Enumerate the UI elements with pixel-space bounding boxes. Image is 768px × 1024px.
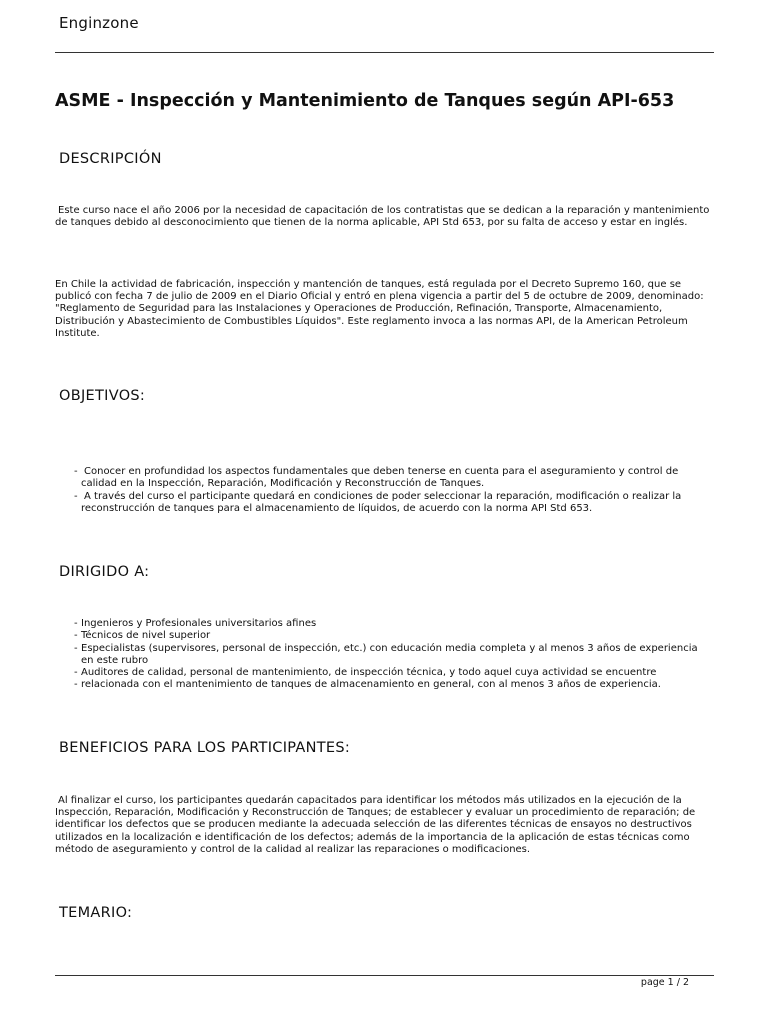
- list-item: - Ingenieros y Profesionales universitarios afines: [74, 618, 704, 630]
- list-item: - Conocer en profundidad los aspectos fundamentales que deben tenerse en cuenta para el aseguramiento y control de calidad en la Inspección, Reparación, Modificación y Reconstrucción de Tanques.: [74, 466, 714, 491]
- document-title: ASME - Inspección y Mantenimiento de Tanques según API-653: [55, 91, 675, 111]
- footer-divider: [55, 975, 714, 976]
- section-heading-dirigido: DIRIGIDO A:: [59, 564, 150, 580]
- site-brand: Enginzone: [59, 14, 139, 32]
- objetivos-list: [74, 466, 714, 515]
- page-number: page 1 / 2: [640, 977, 689, 988]
- dirigido-list: [74, 618, 704, 692]
- list-item: - Técnicos de nivel superior: [74, 630, 704, 642]
- beneficios-paragraph: Al finalizar el curso, los participantes quedarán capacitados para identificar los métodos más utilizados en la ejecución de la Inspección, Reparación, Modificación y Reconstrucción de Tanques; de establecer y evaluar un procedimiento de reparación; de identificar los defectos que se producen mediante la adecuada selección de las diferentes técnicas de ensayos no destructivos utilizados en la localización e identificación de los defectos; además de la importancia de la aplicación de estas técnicas como método de aseguramiento y control de la calidad al realizar las reparaciones o modificaciones.: [55, 795, 696, 855]
- list-item: - relacionada con el mantenimiento de tanques de almacenamiento en general, con al menos 3 años de experiencia.: [74, 679, 704, 691]
- list-item: - Auditores de calidad, personal de mantenimiento, de inspección técnica, y todo aquel cuya actividad se encuentre: [74, 667, 704, 679]
- section-heading-temario: TEMARIO:: [59, 905, 133, 921]
- section-heading-descripcion: DESCRIPCIÓN: [59, 151, 162, 167]
- list-item: - Especialistas (supervisores, personal de inspección, etc.) con educación media completa y al menos 3 años de experiencia en este rubro: [74, 643, 704, 668]
- section-heading-objetivos: OBJETIVOS:: [59, 388, 146, 404]
- descripcion-paragraph-2: En Chile la actividad de fabricación, inspección y mantención de tanques, está regulada por el Decreto Supremo 160, que se publicó con fecha 7 de julio de 2009 en el Diario Oficial y entró en plena vigencia a partir del 5 de octubre de 2009, denominado: "Reglamento de Seguridad para las Instalaciones y Operaciones de Producción, Refinación, Transporte, Almacenamiento, Distribución y Abastecimiento de Combustibles Líquidos". Este reglamento invoca a las normas API, de la American Petroleum Institute.: [55, 279, 704, 339]
- section-heading-beneficios: BENEFICIOS PARA LOS PARTICIPANTES:: [59, 740, 351, 756]
- list-item: - A través del curso el participante quedará en condiciones de poder seleccionar la reparación, modificación o realizar la reconstrucción de tanques para el almacenamiento de líquidos, de acuerdo con la norma API Std 653.: [74, 491, 714, 516]
- descripcion-paragraph-1: Este curso nace el año 2006 por la necesidad de capacitación de los contratistas que se dedican a la reparación y mantenimiento de tanques debido al desconocimiento que tienen de la norma aplicable, API Std 653, por su falta de acceso y estar en inglés.: [55, 205, 710, 229]
- header-divider: [55, 52, 714, 53]
